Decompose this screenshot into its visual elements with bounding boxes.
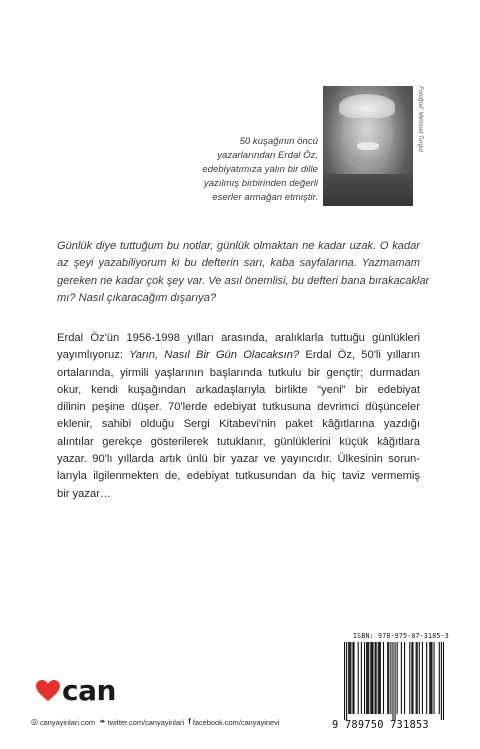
author-photo: [323, 86, 413, 206]
barcode-bar: [349, 642, 350, 714]
social-facebook[interactable]: [188, 717, 279, 727]
barcode-bar: [367, 642, 368, 714]
description-line: ortalarında, yirmili yaşlarının başlarında tutkulu bir gençtir; durmadan: [57, 366, 420, 379]
barcode-bar: [352, 642, 353, 714]
barcode-bar: [441, 642, 442, 720]
barcode-bar: [429, 642, 430, 714]
description-line: bir yazar…: [57, 487, 112, 500]
intro-line: 50 kuşağının öncü: [239, 136, 318, 147]
description-line: Erdal Öz'ün 1956-1998 yılları arasında, aralıklarla tuttuğu günlükleri: [57, 332, 420, 344]
barcode-bar: [419, 642, 420, 714]
intro-line: yazarlarından Erdal Öz,: [217, 150, 318, 161]
publisher-socials: [31, 715, 284, 729]
barcode-bar: [390, 642, 391, 714]
intro-line: yazılmış birbirinden değerli: [203, 178, 318, 189]
barcode-bar: [368, 642, 369, 714]
barcode-bar: [430, 642, 431, 714]
barcode-bar: [371, 642, 372, 714]
heart-icon: [36, 680, 60, 702]
barcode-bar: [344, 642, 345, 720]
barcode-bar: [397, 642, 398, 714]
excerpt-line: mı? Nasıl çıkaracağım dışarıya?: [57, 291, 217, 304]
social-label: twitter.com/canyayinlari: [107, 717, 185, 727]
barcode-bar: [376, 642, 377, 714]
description-line: yayımlıyoruz: Yarın, Nasıl Bir Gün Olacaksın? Erdal Öz, 50'li yılların: [57, 349, 420, 362]
description-line: dilinin peşine düşer. 70'lerde edebiyat tutkusuna devrimci düşünceler: [57, 401, 420, 414]
barcode-digits: 9 789750 731853: [332, 719, 429, 731]
barcode-bar: [370, 642, 371, 714]
barcode-bar: [378, 642, 379, 714]
barcode-bar: [358, 642, 359, 714]
intro-line: edebiyatımıza yalın bir dille: [202, 164, 318, 175]
publisher-logo-word: can: [62, 674, 116, 707]
barcode-bar: [366, 642, 367, 714]
photo-credit: Fotoğraf: Mehmet Turgut: [417, 86, 423, 152]
diary-excerpt: [57, 238, 430, 307]
isbn-label: ISBN: 978-975-07-3185-3: [353, 632, 449, 640]
excerpt-line: Günlük diye tuttuğum bu notlar, günlük olmaktan ne kadar uzak. O kadar: [57, 240, 420, 252]
barcode-bar: [383, 642, 384, 714]
barcode-bar: [361, 642, 362, 714]
barcode-bar: [433, 642, 434, 714]
barcode-bar: [426, 642, 427, 714]
barcode-bar: [412, 642, 413, 714]
barcode-bar: [417, 642, 418, 714]
social-website[interactable]: [31, 717, 95, 727]
description-line: larıyla ilgilenmekten de, edebiyat tutkusundan da hiç taviz vermemiş: [57, 470, 420, 483]
barcode-bar: [392, 642, 393, 720]
barcode-bar: [364, 642, 365, 714]
barcode-bar: [387, 642, 388, 714]
social-twitter[interactable]: [99, 717, 184, 727]
barcode-bar: [350, 642, 351, 714]
social-label: canyayinlari.com: [39, 717, 96, 727]
book-description: [57, 330, 420, 503]
barcode-bar: [401, 642, 402, 714]
barcode-bar: [416, 642, 417, 714]
facebook-icon: f: [188, 717, 191, 726]
barcode-bar: [388, 642, 389, 714]
barcode-bar: [409, 642, 410, 714]
publisher-logo: [36, 674, 116, 707]
barcode-bar: [379, 642, 380, 714]
isbn-barcode: [338, 642, 448, 720]
twitter-icon: ❧: [99, 717, 106, 726]
barcode-bar: [348, 642, 349, 714]
barcode-bar: [411, 642, 412, 714]
barcode-bar: [395, 642, 396, 720]
description-line: alıntılar gerekçe gösterilerek tutuklanır, günlüklerini küçük kâğıtlara: [57, 435, 420, 448]
barcode-bar: [353, 642, 354, 714]
excerpt-line: gereken ne kadar çok şey var. Ve asıl önemlisi, bu defteri bana bırakacaklar: [57, 274, 430, 287]
barcode-bar: [404, 642, 405, 714]
author-intro-quote: [186, 135, 318, 205]
social-label: facebook.com/canyayinevi: [192, 717, 280, 727]
barcode-bar: [372, 642, 373, 714]
description-line: okur, kendi kuşağından arkadaşlarıyla birlikte “yeni” bir edebiyat: [57, 383, 420, 396]
barcode-bar: [443, 642, 444, 720]
barcode-bar: [422, 642, 423, 714]
book-title: Yarın, Nasıl Bir Gün Olacaksın?: [129, 349, 300, 362]
barcode-bar: [439, 642, 440, 714]
description-line: yazar. 90'lı yıllarda artık ünlü bir yazar ve yayıncıdır. Ülkesinin sorun-: [57, 453, 420, 466]
barcode-bar: [346, 642, 347, 720]
intro-line: eserler armağan etmiştir.: [212, 192, 318, 203]
description-line: eklenir, sahibi olduğu Sergi Kitabevi'nin paket kâğıtlarına yazdığı: [57, 418, 420, 431]
excerpt-line: az şeyi yazabiliyorum ki bu defterin sarı, kaba sayfalarına. Yazmamam: [57, 257, 420, 270]
globe-icon: ◎: [31, 717, 38, 726]
barcode-bar: [380, 642, 381, 714]
barcode-bar: [431, 642, 432, 714]
barcode-bar: [375, 642, 376, 714]
